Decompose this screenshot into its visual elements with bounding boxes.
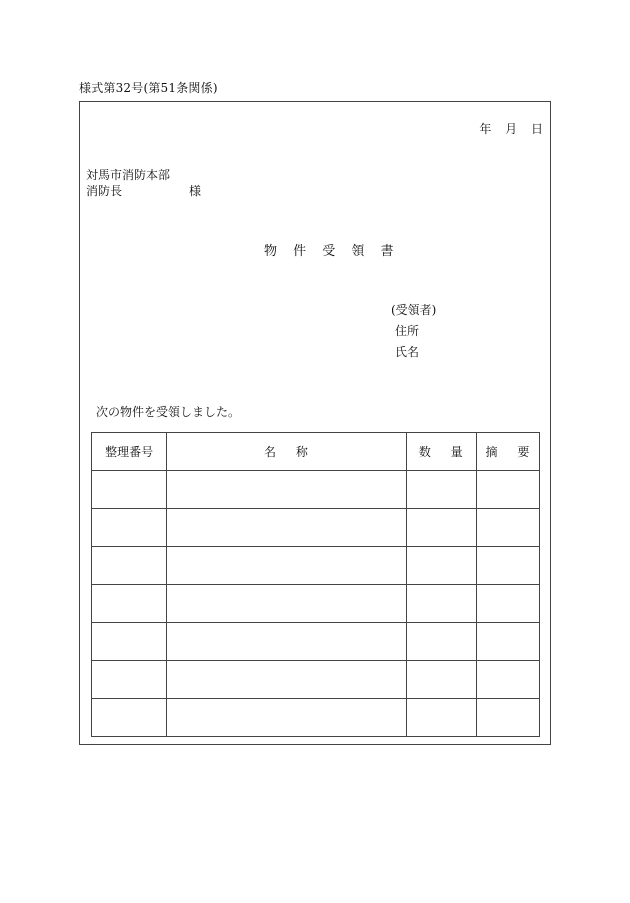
cell-serial-number[interactable] bbox=[92, 547, 167, 585]
cell-remarks[interactable] bbox=[476, 585, 539, 623]
cell-remarks[interactable] bbox=[476, 471, 539, 509]
table-row bbox=[92, 471, 540, 509]
form-number: 様式第32号(第51条関係) bbox=[79, 81, 218, 95]
cell-item-name[interactable] bbox=[167, 547, 407, 585]
table-row bbox=[92, 585, 540, 623]
recipient-address-label: 住所 bbox=[395, 324, 420, 338]
intro-text: 次の物件を受領しました。 bbox=[96, 405, 241, 419]
table-row bbox=[92, 661, 540, 699]
cell-quantity[interactable] bbox=[406, 699, 476, 737]
items-table bbox=[91, 432, 540, 737]
cell-remarks[interactable] bbox=[476, 623, 539, 661]
header-item-name: 名 称 bbox=[167, 433, 407, 471]
cell-serial-number[interactable] bbox=[92, 623, 167, 661]
document-title: 物 件 受 領 書 bbox=[264, 244, 396, 259]
addressee-title: 消防長 bbox=[86, 184, 123, 198]
addressee-organization: 対馬市消防本部 bbox=[86, 168, 171, 182]
cell-quantity[interactable] bbox=[406, 471, 476, 509]
cell-item-name[interactable] bbox=[167, 699, 407, 737]
date-line: 年 月 日 bbox=[479, 122, 543, 136]
cell-remarks[interactable] bbox=[476, 699, 539, 737]
table-row bbox=[92, 509, 540, 547]
cell-quantity[interactable] bbox=[406, 585, 476, 623]
header-remarks: 摘 要 bbox=[476, 433, 539, 471]
cell-item-name[interactable] bbox=[167, 471, 407, 509]
recipient-name-label: 氏名 bbox=[395, 345, 420, 359]
table-header-row bbox=[92, 433, 540, 471]
cell-serial-number[interactable] bbox=[92, 585, 167, 623]
receipt-form bbox=[79, 101, 551, 745]
cell-quantity[interactable] bbox=[406, 547, 476, 585]
addressee-honorific: 様 bbox=[189, 184, 202, 198]
header-quantity: 数 量 bbox=[406, 433, 476, 471]
table-row bbox=[92, 623, 540, 661]
cell-serial-number[interactable] bbox=[92, 699, 167, 737]
cell-quantity[interactable] bbox=[406, 623, 476, 661]
table-row bbox=[92, 547, 540, 585]
table-row bbox=[92, 699, 540, 737]
cell-serial-number[interactable] bbox=[92, 471, 167, 509]
cell-serial-number[interactable] bbox=[92, 509, 167, 547]
cell-item-name[interactable] bbox=[167, 661, 407, 699]
cell-item-name[interactable] bbox=[167, 509, 407, 547]
cell-item-name[interactable] bbox=[167, 623, 407, 661]
cell-quantity[interactable] bbox=[406, 661, 476, 699]
header-serial-number: 整理番号 bbox=[92, 433, 167, 471]
cell-remarks[interactable] bbox=[476, 547, 539, 585]
cell-serial-number[interactable] bbox=[92, 661, 167, 699]
cell-remarks[interactable] bbox=[476, 509, 539, 547]
cell-quantity[interactable] bbox=[406, 509, 476, 547]
recipient-heading: (受領者) bbox=[391, 303, 437, 317]
cell-remarks[interactable] bbox=[476, 661, 539, 699]
cell-item-name[interactable] bbox=[167, 585, 407, 623]
